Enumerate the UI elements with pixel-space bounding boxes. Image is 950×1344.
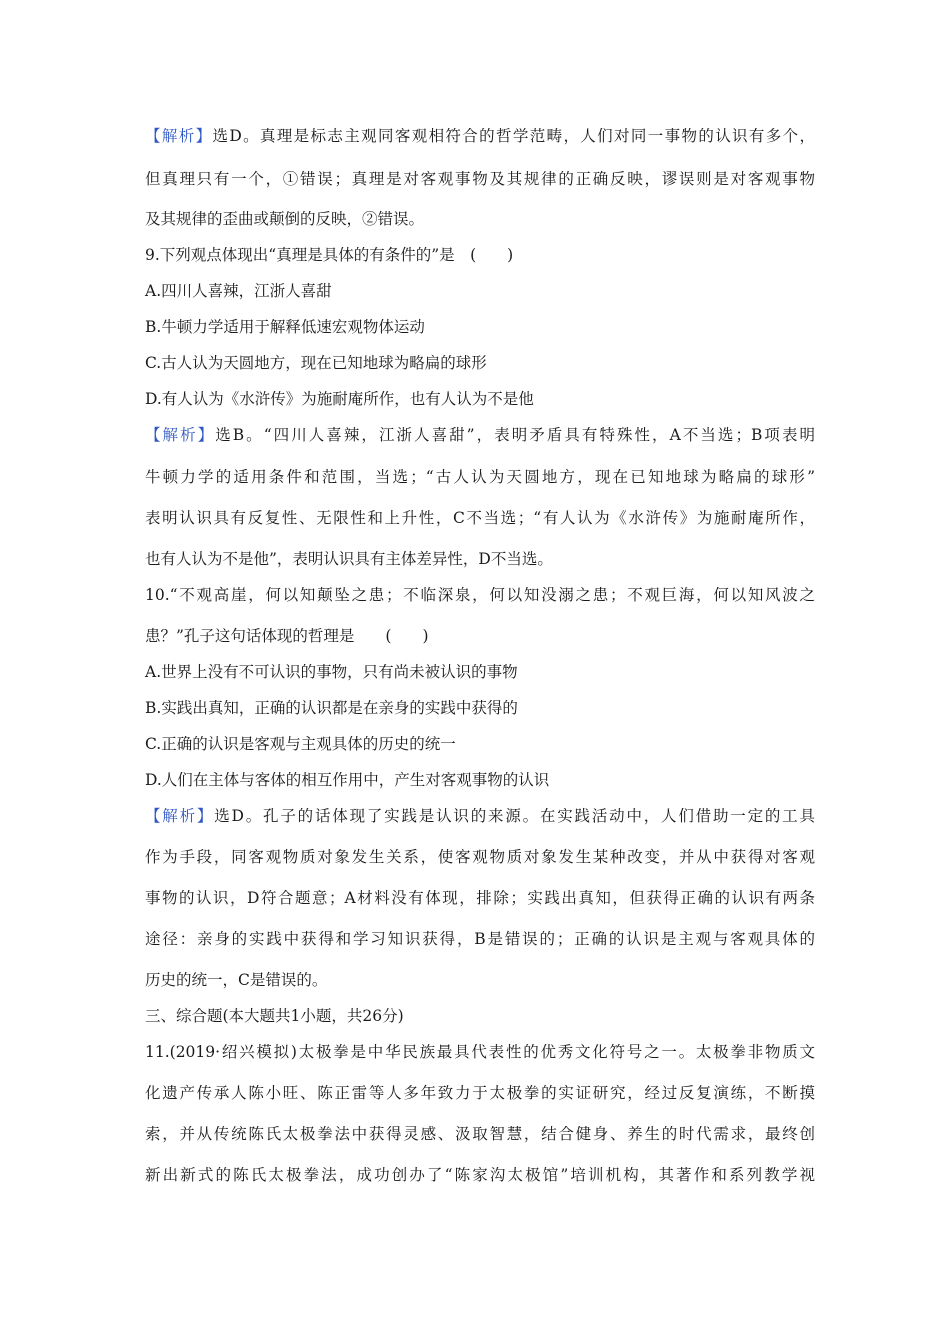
q9-analysis-line-3: 表明认识具有反复性、无限性和上升性，C不当选；“有人认为《水浒传》为施耐庵所作， — [145, 509, 815, 527]
q10-option-a: A.世界上没有不可认识的事物，只有尚未被认识的事物 — [145, 663, 518, 681]
q11-stem-line-4: 新出新式的陈氏太极拳法，成功创办了“陈家沟太极馆”培训机构，其著作和系列教学视 — [145, 1166, 815, 1184]
q9-option-a: A.四川人喜辣，江浙人喜甜 — [145, 282, 332, 300]
section-heading: 三、综合题(本大题共1小题，共26分) — [145, 1007, 404, 1025]
q8-analysis-line-3: 及其规律的歪曲或颠倒的反映，②错误。 — [145, 210, 425, 228]
q8-analysis-line-2: 但真理只有一个，①错误；真理是对客观事物及其规律的正确反映，谬误则是对客观事物 — [145, 170, 815, 188]
q9-option-d: D.有人认为《水浒传》为施耐庵所作，也有人认为不是他 — [145, 390, 534, 408]
q10-analysis-line-4: 途径：亲身的实践中获得和学习知识获得，B是错误的；正确的认识是主观与客观具体的 — [145, 930, 815, 948]
q10-option-c: C.正确的认识是客观与主观具体的历史的统一 — [145, 735, 456, 753]
q10-stem-line-1: 10.“不观高崖，何以知颠坠之患；不临深泉，何以知没溺之患；不观巨海，何以知风波之 — [145, 586, 815, 604]
q9-analysis-line-1: 【解析】选B。“四川人喜辣，江浙人喜甜”，表明矛盾具有特殊性，A不当选；B项表明 — [145, 426, 815, 444]
q9-analysis-line-2: 牛顿力学的适用条件和范围，当选；“古人认为天圆地方，现在已知地球为略扁的球形” — [145, 468, 815, 486]
q9-option-b: B.牛顿力学适用于解释低速宏观物体运动 — [145, 318, 425, 336]
analysis-tag: 【解析】 — [145, 426, 216, 444]
q11-stem-line-1: 11.(2019·绍兴模拟)太极拳是中华民族最具代表性的优秀文化符号之一。太极拳非物质文 — [145, 1043, 815, 1061]
analysis-tag: 【解析】 — [145, 127, 213, 145]
q10-analysis-line-3: 事物的认识，D符合题意；A材料没有体现，排除；实践出真知，但获得正确的认识有两条 — [145, 889, 815, 907]
q9-option-c: C.古人认为天圆地方，现在已知地球为略扁的球形 — [145, 354, 487, 372]
analysis-tag: 【解析】 — [145, 807, 215, 825]
q10-analysis-line-1: 【解析】选D。孔子的话体现了实践是认识的来源。在实践活动中，人们借助一定的工具 — [145, 807, 815, 825]
q10-stem-line-2: 患？”孔子这句话体现的哲理是 ( ) — [145, 627, 429, 645]
q10-analysis-line-2: 作为手段，同客观物质对象发生关系，使客观物质对象发生某种改变，并从中获得对客观 — [145, 848, 815, 866]
q8-analysis-line-1: 【解析】选D。真理是标志主观同客观相符合的哲学范畴，人们对同一事物的认识有多个， — [145, 127, 815, 145]
q9-analysis-line-4: 也有人认为不是他”，表明认识具有主体差异性，D不当选。 — [145, 550, 553, 568]
q11-stem-line-2: 化遗产传承人陈小旺、陈正雷等人多年致力于太极拳的实证研究，经过反复演练，不断摸 — [145, 1084, 815, 1102]
q11-stem-line-3: 索，并从传统陈氏太极拳法中获得灵感、汲取智慧，结合健身、养生的时代需求，最终创 — [145, 1125, 815, 1143]
q9-stem: 9.下列观点体现出“真理是具体的有条件的”是 ( ) — [145, 246, 514, 264]
q10-analysis-line-5: 历史的统一，C是错误的。 — [145, 971, 328, 989]
q10-option-d: D.人们在主体与客体的相互作用中，产生对客观事物的认识 — [145, 771, 550, 789]
q10-option-b: B.实践出真知，正确的认识都是在亲身的实践中获得的 — [145, 699, 518, 717]
